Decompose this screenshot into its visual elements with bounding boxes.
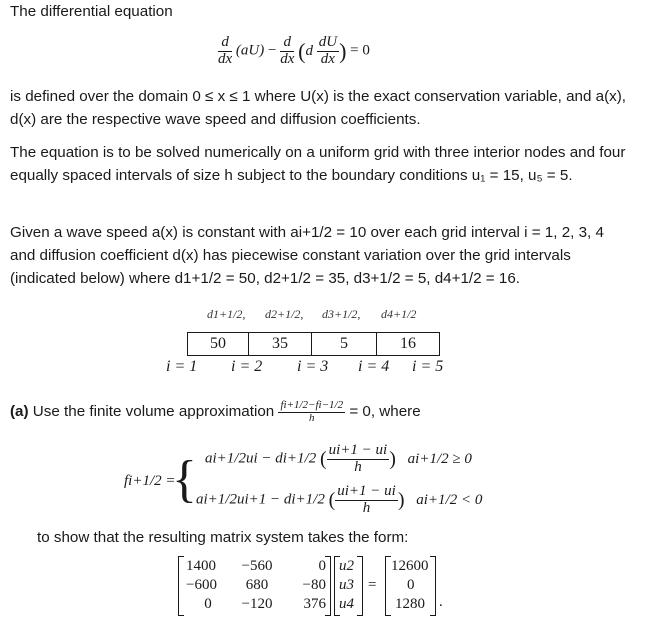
vector-u4: u4 <box>339 596 354 612</box>
vector-u3: u3 <box>339 577 354 593</box>
left-brace: { <box>172 451 197 508</box>
fv-fraction: $\frac{fi+1/2-fi-1/2}{h}$ <box>280 399 344 424</box>
matrix-left-bracket <box>178 556 184 616</box>
conclusion-text: to show that the resulting matrix system takes the form: <box>37 529 409 546</box>
vector-u2: u2 <box>339 558 354 574</box>
matrix-equals: = <box>368 577 377 593</box>
heading: The differential equation <box>10 3 173 20</box>
grid-paragraph: The equation is to be solved numerically on a uniform grid with three interior nodes and four equally spaced intervals of size h subject to the boundary conditions u₁ = 15, u₅ = 5. <box>10 144 626 184</box>
flux-case-1: ai+1/2ui − di+1/2 ( $\frac{ui+1 - ui}{h}$ ) ai+1/2 ≥ 0 <box>205 442 472 475</box>
matrix-row-3: 0 −120 376 <box>204 596 326 612</box>
coefficients-paragraph: Given a wave speed a(x) is constant with ai+1/2 = 10 over each grid interval i = 1, 2, 3, 4 and diffusion coefficient d(x) has piecewise constant variation over the grid intervals (indicated below) where d1+1/2 = 50, d2+1/2 = 35, d3+1/2 = 5, d4+1/2 = 16. <box>10 224 604 287</box>
matrix-period: . <box>439 594 443 610</box>
vector-right-bracket <box>357 556 363 616</box>
rhs-2: 0 <box>407 577 415 593</box>
flux-case-2: ai+1/2ui+1 − di+1/2 ( $\frac{ui+1 - ui}{h}$ ) ai+1/2 < 0 <box>196 483 483 516</box>
equals-zero: = 0 <box>350 42 370 59</box>
d-label-4: d4+1/2 <box>381 307 417 321</box>
close-paren: ) <box>339 38 347 64</box>
differential-equation <box>218 35 370 68</box>
d-dx-fraction: $\frac{d}{dx}$ <box>218 34 233 67</box>
part-a-after: = 0, where <box>349 403 421 421</box>
node-label-4: i = 4 <box>358 358 390 375</box>
d-label-1: d1+1/2, <box>207 307 246 321</box>
minus-sign: − <box>268 42 277 59</box>
matrix-row-2: −600 680 −80 <box>186 577 326 593</box>
grid-intervals-table <box>187 332 440 356</box>
d-coefficient: d <box>305 42 313 59</box>
grid-cell: 35 <box>249 333 312 356</box>
du-dx-fraction: $\frac{dU}{dx}$ <box>318 34 338 67</box>
node-label-3: i = 3 <box>297 358 329 375</box>
grid-cell: 16 <box>377 333 440 356</box>
part-a-text: Use the finite volume approximation <box>32 403 275 421</box>
node-label-1: i = 1 <box>166 358 198 375</box>
rhs-1: 12600 <box>391 558 429 574</box>
part-a-label: (a) <box>10 403 29 421</box>
rhs-right-bracket <box>430 556 436 616</box>
node-label-5: i = 5 <box>412 358 444 375</box>
grid-cell: 5 <box>312 333 377 356</box>
matrix-right-bracket <box>325 556 331 616</box>
d-label-3: d3+1/2, <box>322 307 361 321</box>
rhs-3: 1280 <box>395 596 425 612</box>
domain-paragraph: is defined over the domain 0 ≤ x ≤ 1 where U(x) is the exact conservation variable, and a(x), d(x) are the respective wave speed and diffusion coefficients. <box>10 88 627 128</box>
au-term: (aU) <box>235 42 265 59</box>
open-paren: ( <box>298 38 306 64</box>
d-label-2: d2+1/2, <box>265 307 304 321</box>
part-a-line <box>10 400 630 424</box>
d-dx-fraction-2: $\frac{d}{dx}$ <box>280 34 295 67</box>
matrix-row-1: 1400 −560 0 <box>186 558 326 574</box>
flux-lhs: fi+1/2 = <box>124 473 176 489</box>
node-label-2: i = 2 <box>231 358 263 375</box>
grid-cell: 50 <box>188 333 249 356</box>
